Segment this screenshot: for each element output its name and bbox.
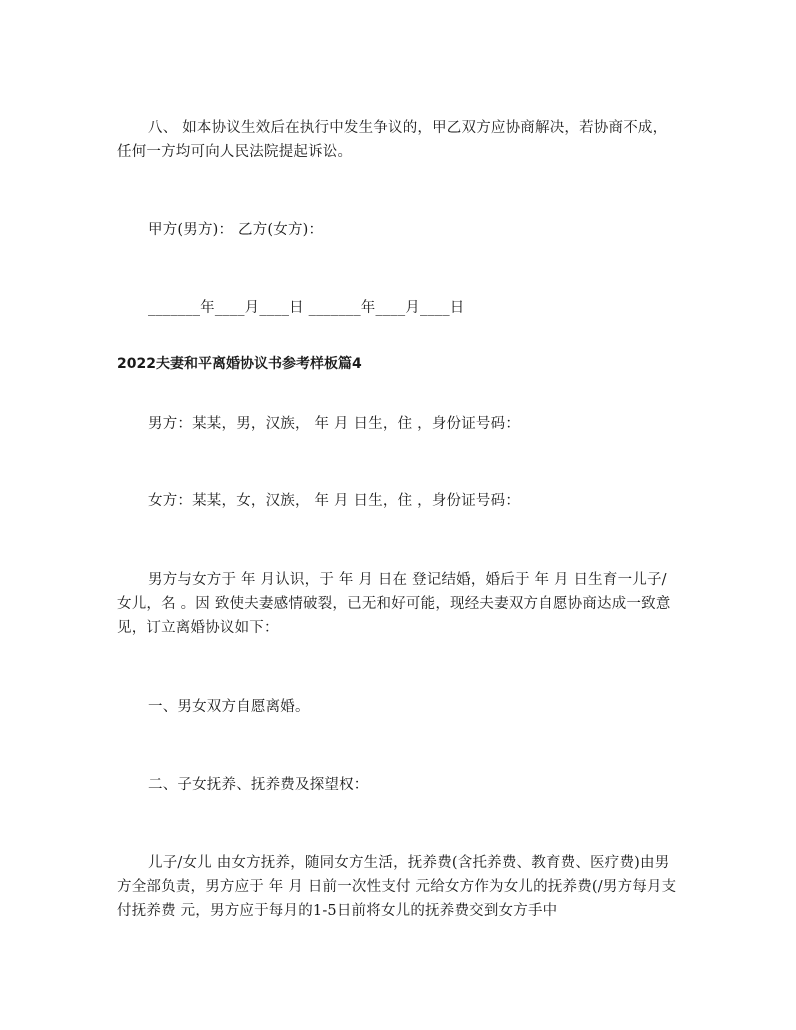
signature-dates-line: _______年____月____日 _______年____月____日: [148, 300, 465, 316]
section-heading: 2022夫妻和平离婚协议书参考样板篇4: [117, 356, 362, 372]
child-custody-paragraph: 儿子/女儿 由女方抚养，随同女方生活，抚养费(含托养费、教育费、医疗费)由男方全部负责，男方应于 年 月 日前一次性支付 元给女方作为女儿的抚养费(/男方每月支付抚养费 元，男方应于每月的1-5日前将女儿的抚养费交到女方手中: [117, 855, 677, 919]
man-info-paragraph: 男方：某某，男，汉族， 年 月 日生，住 ，身份证号码：: [148, 416, 521, 432]
signature-parties-line: 甲方(男方)： 乙方(女方)：: [148, 222, 324, 238]
intro-paragraph: 男方与女方于 年 月认识，于 年 月 日在 登记结婚，婚后于 年 月 日生育一儿子/女儿，名 。因 致使夫妻感情破裂，已无和好可能，现经夫妻双方自愿协商达成一致意见，订立离婚协议如下：: [117, 572, 671, 636]
woman-info-paragraph: 女方：某某，女，汉族， 年 月 日生，住 ，身份证号码：: [148, 493, 521, 509]
item-2-paragraph: 二、子女抚养、抚养费及探望权：: [148, 777, 369, 793]
item-1-paragraph: 一、男女双方自愿离婚。: [148, 699, 310, 715]
article-8-paragraph: 八、 如本协议生效后在执行中发生争议的，甲乙双方应协商解决，若协商不成，任何一方均可向人民法院提起诉讼。: [117, 120, 668, 160]
